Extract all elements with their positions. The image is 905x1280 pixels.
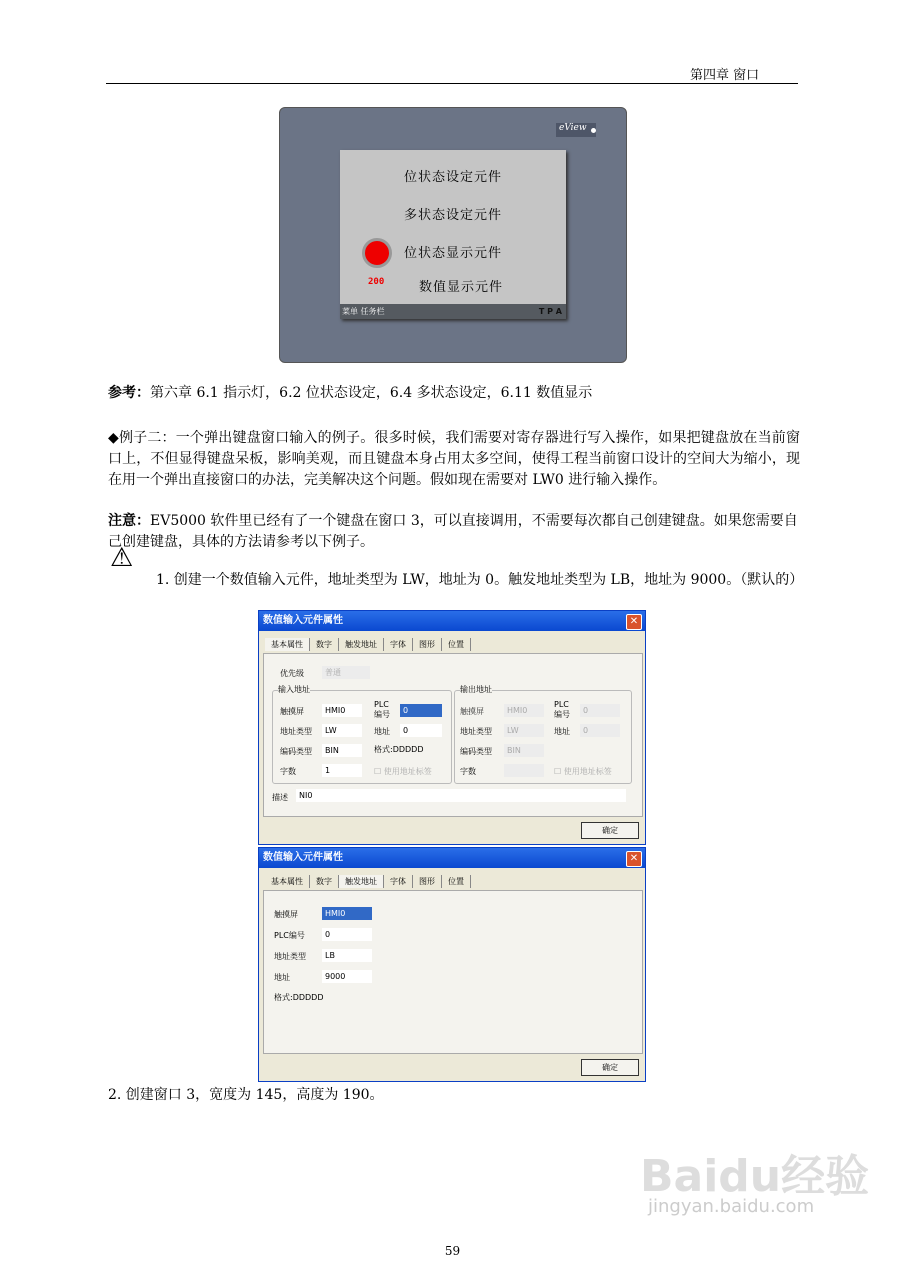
trigger-screen-label: 触摸屏 (274, 910, 298, 919)
out-screen-label: 触摸屏 (460, 707, 484, 716)
step-1: 1. 创建一个数值输入元件，地址类型为 LW，地址为 0。触发地址类型为 LB，地址为 9000。（默认的） (156, 572, 804, 588)
use-tag-checkbox[interactable]: ☐ 使用地址标签 (374, 767, 432, 776)
out-code-label: 编码类型 (460, 747, 492, 756)
input-group-label: 输入地址 (278, 685, 310, 694)
header-rule (106, 83, 798, 84)
tab-font[interactable]: 字体 (384, 875, 413, 888)
numeric-display: 200 (368, 277, 385, 287)
example-paragraph: ◆例子二：一个弹出键盘窗口输入的例子。很多时候，我们需要对寄存器进行写入操作，如果把键盘放在当前窗口上，不但显得键盘呆板，影响美观，而且键盘本身占用太多空间，使得工程当前窗口设计的空间大为缩小，现在用一个弹出直接窗口的办法，完美解决这个问题。假如现在需要对 LW0 进行输入操作。 (108, 430, 800, 488)
watermark-logo: Baidu经验 (640, 1151, 870, 1202)
taskbar-left: 菜单 任务栏 (342, 307, 385, 316)
properties-dialog-basic (258, 610, 646, 845)
dialog-titlebar: 数值输入元件属性 ✕ (259, 611, 645, 631)
indicator-lamp-icon (362, 238, 392, 268)
tab-font[interactable]: 字体 (384, 638, 413, 651)
priority-select[interactable]: 普通 (322, 666, 370, 679)
tab-number[interactable]: 数字 (310, 875, 339, 888)
words-label: 字数 (280, 767, 296, 776)
desc-label: 描述 (272, 793, 288, 802)
type-select[interactable]: LW (322, 724, 362, 737)
out-plc-select[interactable]: 0 (580, 704, 620, 717)
screen-item: 位状态显示元件 (403, 246, 502, 261)
plc-select[interactable]: 0 (400, 704, 442, 717)
priority-label: 优先级 (280, 669, 304, 678)
tab-panel (263, 890, 643, 1054)
tab-trigger[interactable]: 触发地址 (339, 638, 384, 651)
out-code-select[interactable]: BIN (504, 744, 544, 757)
type-label: 地址类型 (280, 727, 312, 736)
desc-input[interactable]: NI0 (296, 789, 626, 802)
trigger-plc-select[interactable]: 0 (322, 928, 372, 941)
trigger-format-text: 格式:DDDDD (274, 993, 324, 1002)
screen-item: 数值显示元件 (418, 280, 503, 295)
plc-label: PLC编号 (374, 700, 390, 719)
code-label: 编码类型 (280, 747, 312, 756)
note-paragraph: 注意：EV5000 软件里已经有了一个键盘在窗口 3，可以直接调用，不需要每次都自己创建键盘。如果您需要自己创建键盘，具体的方法请参考以下例子。 (108, 513, 798, 550)
out-words-label: 字数 (460, 767, 476, 776)
eview-logo: eView (556, 123, 596, 137)
power-led (591, 128, 596, 133)
hmi-panel-image (279, 107, 627, 363)
tab-position[interactable]: 位置 (442, 875, 471, 888)
trigger-plc-label: PLC编号 (274, 931, 305, 940)
step-2: 2. 创建窗口 3，宽度为 145，高度为 190。 (108, 1087, 384, 1103)
tab-panel (263, 653, 643, 817)
format-text: 格式:DDDDD (374, 745, 424, 754)
taskbar-right: T P A (538, 307, 562, 316)
close-icon[interactable]: ✕ (626, 851, 642, 867)
out-addr-label: 地址 (554, 727, 570, 736)
trigger-addr-label: 地址 (274, 973, 290, 982)
tab-graphic[interactable]: 图形 (413, 638, 442, 651)
running-header: 第四章 窗口 (690, 68, 760, 83)
properties-dialog-trigger (258, 847, 646, 1082)
ok-button[interactable]: 确定 (581, 822, 639, 839)
watermark-url: jingyan.baidu.com (648, 1196, 815, 1217)
out-addr-input[interactable]: 0 (580, 724, 620, 737)
trigger-type-label: 地址类型 (274, 952, 306, 961)
screen-label: 触摸屏 (280, 707, 304, 716)
addr-input[interactable]: 0 (400, 724, 442, 737)
tab-basic[interactable]: 基本属性 (265, 638, 310, 651)
dialog-titlebar: 数值输入元件属性 ✕ (259, 848, 645, 868)
warning-icon: ⚠ (110, 543, 134, 573)
trigger-addr-input[interactable]: 9000 (322, 970, 372, 983)
words-select[interactable]: 1 (322, 764, 362, 777)
out-plc-label: PLC编号 (554, 700, 570, 719)
code-select[interactable]: BIN (322, 744, 362, 757)
output-group-label: 输出地址 (460, 685, 492, 694)
out-words-select[interactable] (504, 764, 544, 777)
trigger-screen-select[interactable]: HMI0 (322, 907, 372, 920)
tab-number[interactable]: 数字 (310, 638, 339, 651)
tab-trigger[interactable]: 触发地址 (339, 875, 384, 888)
close-icon[interactable]: ✕ (626, 614, 642, 630)
out-use-tag-checkbox[interactable]: ☐ 使用地址标签 (554, 767, 612, 776)
screen-item: 多状态设定元件 (403, 208, 502, 223)
tab-graphic[interactable]: 图形 (413, 875, 442, 888)
screen-item: 位状态设定元件 (403, 170, 502, 185)
reference-line: 参考：第六章 6.1 指示灯，6.2 位状态设定，6.4 多状态设定，6.11 数值显示 (108, 385, 593, 401)
page-number: 59 (444, 1244, 461, 1258)
ok-button[interactable]: 确定 (581, 1059, 639, 1076)
tab-position[interactable]: 位置 (442, 638, 471, 651)
addr-label: 地址 (374, 727, 390, 736)
out-type-label: 地址类型 (460, 727, 492, 736)
screen-select[interactable]: HMI0 (322, 704, 362, 717)
trigger-type-select[interactable]: LB (322, 949, 372, 962)
taskbar (340, 304, 566, 319)
out-type-select[interactable]: LW (504, 724, 544, 737)
tab-basic[interactable]: 基本属性 (265, 875, 310, 888)
hmi-screen (340, 150, 566, 319)
out-screen-select[interactable]: HMI0 (504, 704, 544, 717)
